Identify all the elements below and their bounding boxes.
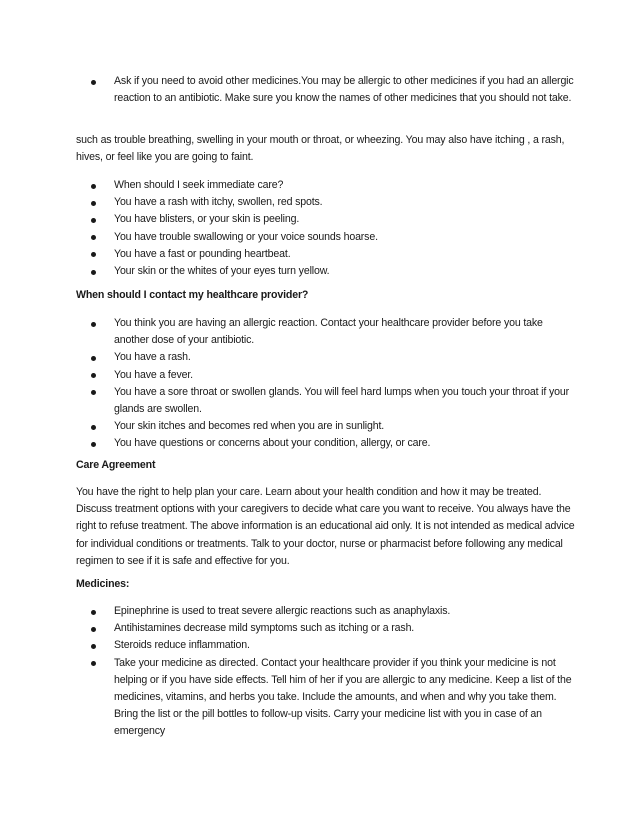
bullet-icon	[91, 356, 96, 361]
bullet-icon	[91, 644, 96, 649]
symptoms-paragraph: such as trouble breathing, swelling in your mouth or throat, or wheezing. You may also have itching , a rash, hives, or feel like you are going to faint.	[76, 134, 565, 164]
bullet-icon	[91, 390, 96, 395]
list-item: Steroids reduce inflammation.	[76, 637, 578, 654]
list-item: You have a fast or pounding heartbeat.	[76, 246, 578, 263]
list-item: You have trouble swallowing or your voice sounds hoarse.	[76, 229, 578, 246]
bullet-list-medicines	[76, 603, 578, 741]
list-item: Antihistamines decrease mild symptoms such as itching or a rash.	[76, 620, 578, 637]
bullet-icon	[91, 610, 96, 615]
list-item: Your skin or the whites of your eyes turn yellow.	[76, 263, 578, 280]
list-item: You have questions or concerns about your condition, allergy, or care.	[76, 435, 578, 452]
bullet-list-immediate-care	[76, 177, 578, 280]
bullet-icon	[91, 425, 96, 430]
list-item: You have a sore throat or swollen glands. You will feel hard lumps when you touch your throat if your glands are swollen.	[76, 384, 578, 418]
bullet-icon	[91, 442, 96, 447]
list-item: You have a rash with itchy, swollen, red spots.	[76, 194, 578, 211]
list-item: You have a rash.	[76, 349, 578, 366]
medicines-heading: Medicines:	[76, 578, 130, 590]
bullet-icon	[91, 201, 96, 206]
bullet-icon	[91, 661, 96, 666]
care-agreement-heading: Care Agreement	[76, 459, 156, 471]
bullet-icon	[91, 322, 96, 327]
bullet-list-contact-provider	[76, 315, 578, 453]
list-item: Ask if you need to avoid other medicines.You may be allergic to other medicines if you had an allergic reaction to an antibiotic. Make sure you know the names of other medicines that you should not take.	[76, 73, 578, 107]
bullet-icon	[91, 270, 96, 275]
bullet-icon	[91, 252, 96, 257]
list-item: When should I seek immediate care?	[76, 177, 578, 194]
bullet-icon	[91, 218, 96, 223]
list-item: Epinephrine is used to treat severe allergic reactions such as anaphylaxis.	[76, 603, 578, 620]
care-agreement-paragraph: You have the right to help plan your care. Learn about your health condition and how it may be treated. Discuss treatment options with your caregivers to decide what care you want to receive. You always have the right to refuse treatment. The above information is an educational aid only. It is not intended as medical advice for individual conditions or treatments. Talk to your doctor, nurse or pharmacist before following any medical regimen to see if it is safe and effective for you.	[76, 486, 575, 567]
bullet-icon	[91, 184, 96, 189]
bullet-list-avoid-medicines	[76, 73, 578, 107]
list-item: Your skin itches and becomes red when you are in sunlight.	[76, 418, 578, 435]
bullet-icon	[91, 373, 96, 378]
list-item: You have blisters, or your skin is peeling.	[76, 211, 578, 228]
bullet-icon	[91, 235, 96, 240]
contact-provider-heading: When should I contact my healthcare provider?	[76, 289, 309, 301]
bullet-icon	[91, 80, 96, 85]
list-item: You have a fever.	[76, 367, 578, 384]
list-item: You think you are having an allergic reaction. Contact your healthcare provider before you take another dose of your antibiotic.	[76, 315, 578, 349]
bullet-icon	[91, 627, 96, 632]
list-item: Take your medicine as directed. Contact your healthcare provider if you think your medicine is not helping or if you have side effects. Tell him of her if you are allergic to any medicine. Keep a list of the medicines, vitamins, and herbs you take. Include the amounts, and when and why you take them. Bring the list or the pill bottles to follow-up visits. Carry your medicine list with you in case of an emergency	[76, 655, 578, 741]
